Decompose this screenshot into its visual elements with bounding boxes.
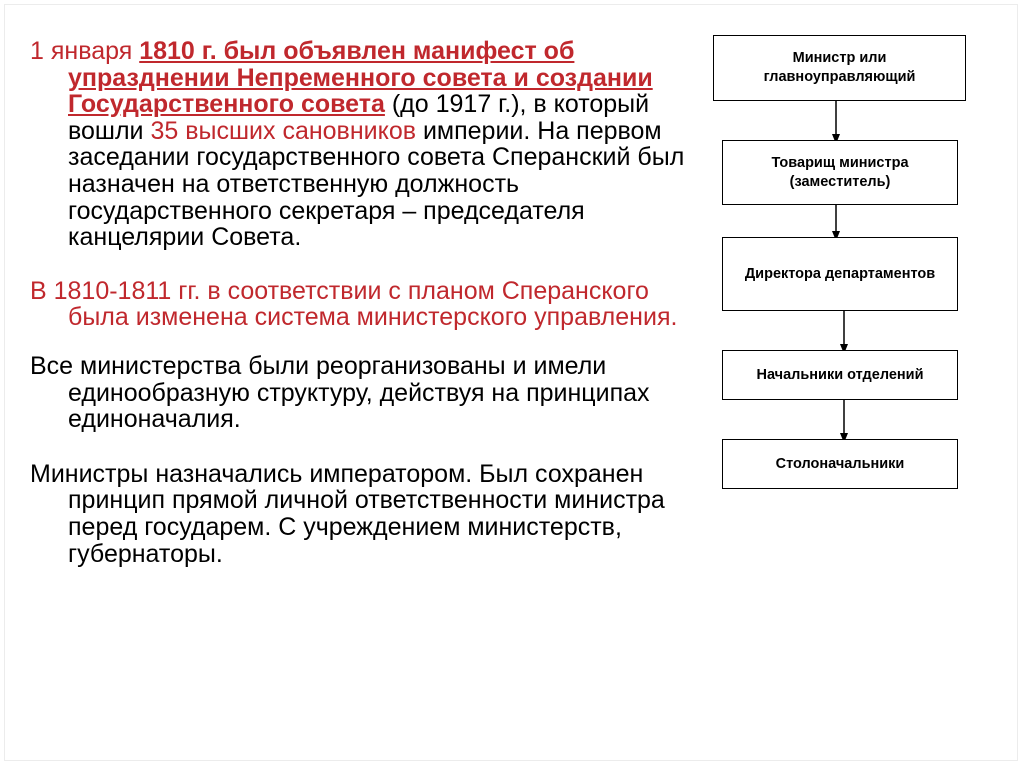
- box-desk-chiefs-label: Столоначальники: [775, 455, 905, 472]
- manifest-statement: 1810 г. был объявлен манифест об упразднении Непременного совета и создании Государственного совета: [68, 37, 653, 119]
- paragraph-ministries-structure: Все министерства были реорганизованы и имели единообразную структуру, действуя на принципах единоначалия.: [30, 351, 650, 434]
- paragraph-state-council: [30, 38, 690, 251]
- paragraph-1-text-b: империи. На первом заседании государственного совета Сперанский был назначен на ответственную должность государственного секретаря – председателя канцелярии Совета.: [68, 116, 685, 252]
- paragraph-ministerial-reform: В 1810-1811 гг. в соответствии с планом Сперанского была изменена система министерского управления.: [30, 276, 678, 332]
- box-department-directors: [722, 237, 958, 311]
- box-minister: [713, 35, 966, 101]
- box-minister-label: Министр или главноуправляющий: [763, 50, 916, 85]
- box-department-directors-label: Директора департаментов: [744, 265, 936, 282]
- box-desk-chiefs: [722, 439, 958, 489]
- box-section-heads-label: Начальники отделений: [756, 366, 924, 383]
- paragraph-ministers-appointment: Министры назначались императором. Был сохранен принцип прямой личной ответственности министра перед государем. С учреждением министерств, губернаторы.: [30, 459, 665, 568]
- box-deputy-minister-label: Товарищ министра (заместитель): [771, 154, 909, 190]
- manifest-date: 1 января: [30, 37, 140, 65]
- dignitaries-count: 35 высших сановников: [150, 116, 417, 145]
- box-deputy-minister: [722, 140, 958, 205]
- text-column: [30, 38, 690, 567]
- paragraph-1-text-a: (до 1917 г.), в который вошли: [68, 90, 650, 145]
- box-section-heads: [722, 350, 958, 400]
